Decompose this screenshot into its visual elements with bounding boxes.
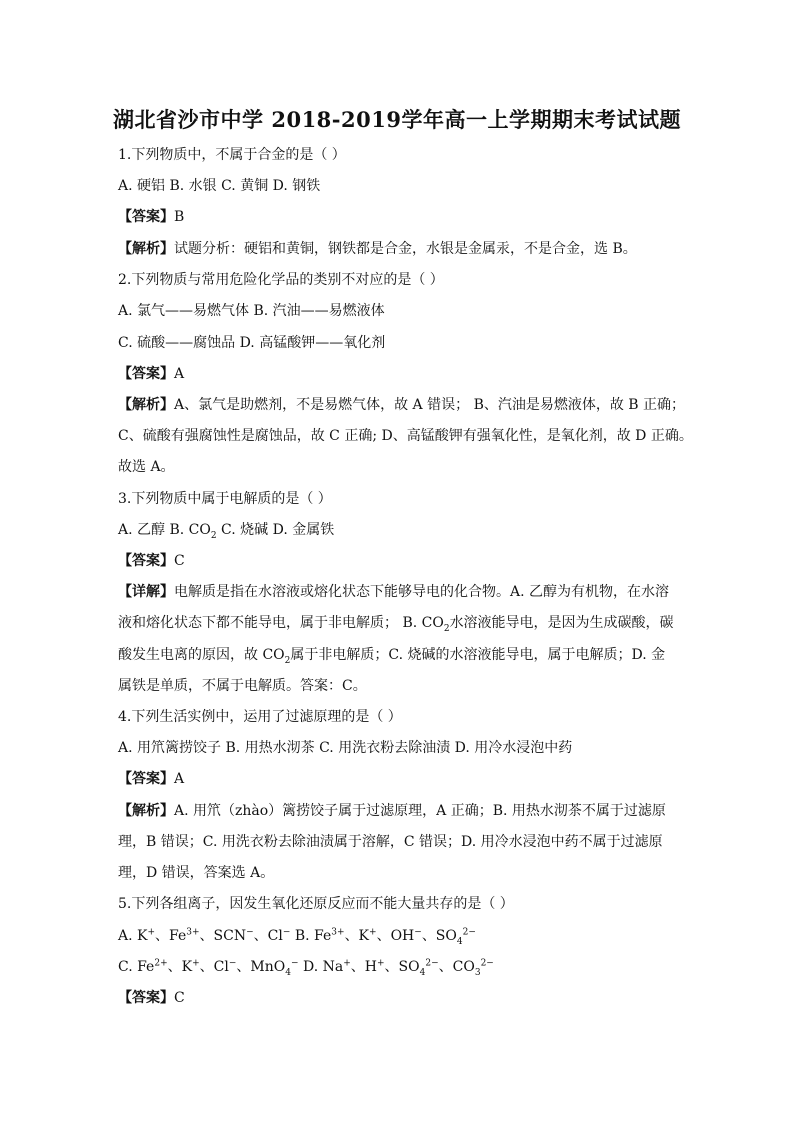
- superscript: 2−: [425, 958, 439, 969]
- answer-value: C: [174, 990, 185, 1006]
- question-1-options: A. 硬铝 B. 水银 C. 黄铜 D. 钢铁: [118, 178, 321, 194]
- answer-tag: 【答案】: [118, 553, 174, 569]
- analysis-tag: 【解析】: [118, 397, 174, 413]
- analysis-text: 试题分析：硬铝和黄铜，钢铁都是合金，水银是金属汞，不是合金，选 B。: [174, 241, 637, 257]
- ion-text: B. Fe: [290, 928, 332, 944]
- answer-tag: 【答案】: [118, 990, 174, 1006]
- detail-text: 酸发生电离的原因，故 CO: [118, 647, 285, 663]
- question-3-stem: 3.下列物质中属于电解质的是（ ）: [118, 491, 332, 507]
- answer-value: C: [174, 553, 185, 569]
- ion-text: 、SO: [421, 928, 457, 944]
- superscript: +: [343, 958, 351, 969]
- subscript: 4: [419, 967, 426, 978]
- superscript: 3+: [331, 927, 345, 938]
- superscript: −: [228, 958, 237, 969]
- question-2-stem: 2.下列物质与常用危险化学品的类别不对应的是（ ）: [118, 272, 444, 288]
- option-text: A. 乙醇 B. CO: [118, 522, 211, 538]
- ion-text: D. Na: [298, 959, 344, 975]
- superscript: −: [414, 927, 422, 938]
- superscript: 2−: [462, 927, 476, 938]
- question-5-answer: [118, 989, 185, 1007]
- question-5-stem: 5.下列各组离子，因发生氧化还原反应而不能大量共存的是（ ）: [118, 896, 514, 912]
- answer-tag: 【答案】: [118, 209, 174, 225]
- question-4-answer: [118, 770, 184, 788]
- detail-text: 电解质是指在水溶液或熔化状态下能够导电的化合物。A. 乙醇为有机物，在水溶: [174, 584, 670, 600]
- question-1-answer: [118, 208, 184, 226]
- analysis-tag: 【解析】: [118, 803, 174, 819]
- superscript: +: [147, 927, 156, 938]
- question-4-options: A. 用笊篱捞饺子 B. 用热水沏茶 C. 用洗衣粉去除油渍 D. 用冷水浸泡中药: [118, 740, 573, 756]
- question-2-options-line-1: A. 氯气——易燃气体 B. 汽油——易燃液体: [118, 303, 385, 319]
- ion-text: 、MnO: [236, 959, 286, 975]
- ion-text: 、OH: [376, 928, 415, 944]
- detail-tag: 【详解】: [118, 584, 174, 600]
- ion-text: 、SO: [384, 959, 420, 975]
- question-4-analysis-line-2: 理，B 错误；C. 用洗衣粉去除油渍属于溶解，C 错误；D. 用冷水浸泡中药不属于过滤原: [118, 834, 663, 850]
- question-5-options-line-2: [118, 958, 494, 976]
- question-4-analysis-line-3: 理，D 错误，答案选 A。: [118, 865, 275, 881]
- subscript: 2: [443, 623, 450, 634]
- analysis-text: A、氯气是助燃剂，不是易燃气体，故 A 错误； B、汽油是易燃液体，故 B 正确；: [174, 397, 686, 413]
- detail-text: 属于非电解质；C. 烧碱的水溶液能导电，属于电解质；D. 金: [290, 647, 666, 663]
- ion-text: 、Fe: [155, 928, 187, 944]
- ion-text: 、Cl: [199, 959, 229, 975]
- answer-value: A: [174, 366, 185, 382]
- subscript: 4: [456, 936, 463, 947]
- detail-text: 液和熔化状态下都不能导电，属于非电解质； B. CO: [118, 615, 444, 631]
- question-4-stem: 4.下列生活实例中，运用了过滤原理的是（ ）: [118, 709, 402, 725]
- question-5-options-line-1: [118, 927, 476, 945]
- answer-value: A: [174, 771, 185, 787]
- detail-text: 水溶液能导电，是因为生成碳酸，碳: [449, 615, 674, 631]
- ion-text: 、K: [167, 959, 193, 975]
- ion-text: 、H: [350, 959, 377, 975]
- ion-text: A. K: [118, 928, 148, 944]
- superscript: −: [246, 927, 254, 938]
- question-2-analysis-line-2: C、硫酸有强腐蚀性是腐蚀品，故 C 正确; D、高锰酸钾有强氧化性，是氧化剂，故 D 正确。: [118, 428, 693, 444]
- question-3-detail-line-4: 属铁是单质，不属于电解质。答案：C。: [118, 678, 367, 694]
- superscript: −: [282, 927, 291, 938]
- question-4-analysis-line-1: [118, 802, 666, 820]
- ion-text: C. Fe: [118, 959, 155, 975]
- superscript: 2+: [154, 958, 168, 969]
- superscript: +: [192, 958, 200, 969]
- subscript: 2: [210, 530, 217, 541]
- superscript: −: [290, 958, 299, 969]
- analysis-tag: 【解析】: [118, 241, 174, 257]
- question-3-answer: [118, 552, 185, 570]
- page-title: 湖北省沙市中学 2018-2019学年高一上学期期末考试试题: [113, 107, 681, 132]
- analysis-text: A. 用笊（zhào）篱捞饺子属于过滤原理，A 正确；B. 用热水沏茶不属于过滤原: [174, 803, 666, 819]
- subscript: 3: [474, 967, 481, 978]
- question-3-detail-line-2: [118, 614, 674, 632]
- answer-value: B: [174, 209, 185, 225]
- ion-text: 、SCN: [199, 928, 247, 944]
- question-2-answer: [118, 365, 184, 383]
- question-2-analysis-line-3: 故选 A。: [118, 459, 175, 475]
- superscript: +: [369, 927, 377, 938]
- question-1-stem: 1.下列物质中，不属于合金的是（ ）: [118, 147, 346, 163]
- superscript: 3+: [186, 927, 200, 938]
- ion-text: 、Cl: [253, 928, 283, 944]
- superscript: +: [376, 958, 385, 969]
- answer-tag: 【答案】: [118, 366, 174, 382]
- superscript: 2−: [480, 958, 494, 969]
- question-3-detail-line-3: [118, 646, 665, 664]
- question-1-analysis: [118, 240, 637, 258]
- answer-tag: 【答案】: [118, 771, 174, 787]
- question-3-options: [118, 521, 334, 539]
- ion-text: 、K: [344, 928, 370, 944]
- question-2-options-line-2: C. 硫酸——腐蚀品 D. 高锰酸钾——氧化剂: [118, 335, 386, 351]
- ion-text: 、CO: [438, 959, 475, 975]
- question-2-analysis-line-1: [118, 396, 685, 414]
- option-text: C. 烧碱 D. 金属铁: [216, 522, 335, 538]
- question-3-detail-line-1: [118, 583, 669, 601]
- subscript: 2: [284, 655, 291, 666]
- subscript: 4: [285, 967, 291, 978]
